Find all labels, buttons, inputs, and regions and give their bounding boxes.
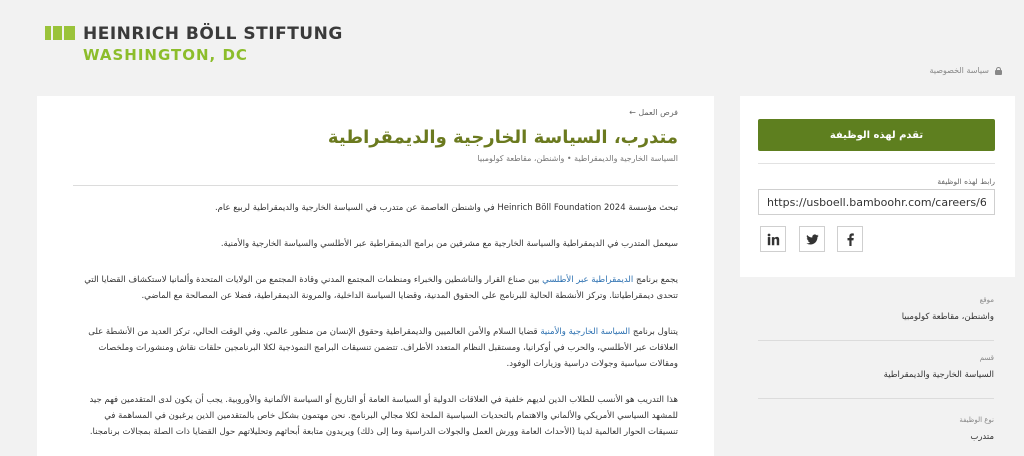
twitter-icon [806,233,819,246]
apply-card [740,96,1015,277]
job-description-card [37,96,714,456]
paragraph-requirements: هذا التدريب هو الأنسب للطلاب الذين لديهم خلفية في العلاقات الدولية أو السياسة العامة أو التاريخ أو السياسة الألمانية والأوروبية. يجب أن يكون لدى المتقدمين فهم جيد للمشهد السياسي الأمريكي والألماني والاهتمام بالتحديات السياسية الملحة لكلا مجالي البرنامج. نحن مهتمون بشكل خاص بالمتقدمين الذين يرغبون في المساهمة في تنسيقات الحوار العالمية لدينا (الأحداث العامة وورش العمل والجولات الدراسية وما إلى ذلك) ويريدون متابعة أبحاثهم وتحليلاتهم حول القضايا ذات الصلة بمجالات برنامجنا. [89,395,678,437]
linkedin-share-button[interactable] [760,226,786,252]
divider [758,340,994,341]
divider [758,163,995,164]
privacy-policy-link[interactable] [930,66,1002,75]
back-to-jobs-link[interactable] [73,108,678,117]
job-url-field[interactable] [758,189,995,215]
job-type-info [758,416,994,442]
back-label: فرص العمل [638,108,678,117]
paragraph-transatlantic [73,272,678,304]
facebook-share-button[interactable] [837,226,863,252]
logo-mark-icon [45,26,75,40]
job-title: متدرب، السياسة الخارجية والديمقراطية [327,127,678,148]
department-label: قسم [979,354,994,362]
divider [73,185,678,186]
divider [758,398,994,399]
location-info [758,296,994,322]
logo-wordmark: HEINRICH BÖLL STIFTUNG [83,24,343,44]
paragraph-foreign-policy [73,324,678,372]
paragraph-text: قضايا السلام والأمن العالميين والديمقراطية وحقوق الإنسان من منظور عالمي. وفي الوقت الحالي، تركز العديد من الأنشطة على العلاقات عبر الأطلسي، والحرب في أوكرانيا، ومستقبل النظام المتعدد الأطراف. تتضمن تنسيقات البرامج النموذجية لكلا البرنامجين حلقات نقاش ومنشورات وملخصات ومقالات سياسية وجولات دراسية وزيارات الوفود. [88,327,678,369]
paragraph-text: يجمع برنامج [635,275,678,285]
arrow-left-icon: ← [629,108,636,117]
job-type-value: متدرب [970,432,994,442]
department-info [758,354,994,380]
logo-office-name: WASHINGTON, DC [83,46,248,64]
linkedin-icon [767,233,780,246]
facebook-icon [844,233,857,246]
apply-button[interactable]: تقدم لهذه الوظيفة [758,119,995,151]
job-meta: السياسة الخارجية والديمقراطية • واشنطن، مقاطعة كولومبيا [477,154,678,163]
paragraph-intro: تبحث مؤسسة Heinrich Böll Foundation 2024 في واشنطن العاصمة عن متدرب في السياسة الخارجية والديمقراطية لربيع عام. [214,203,678,213]
paragraph-text: يتناول برنامج [632,327,678,337]
lock-icon [995,67,1002,75]
foreign-security-policy-link[interactable]: السياسة الخارجية والأمنية [540,327,631,337]
job-type-label: نوع الوظيفة [959,416,994,424]
department-value: السياسة الخارجية والديمقراطية [883,370,994,380]
privacy-policy-label: سياسة الخصوصية [929,66,989,75]
twitter-share-button[interactable] [799,226,825,252]
paragraph-supervisors: سيعمل المتدرب في الديمقراطية والسياسة الخارجية مع مشرفين من برامج الديمقراطية عبر الأطلسي والسياسة الخارجية والأمنية. [220,239,678,249]
location-label: موقع [979,296,994,304]
transatlantic-democracy-link[interactable]: الديمقراطية عبر الأطلسي [542,275,634,285]
job-link-label: رابط لهذه الوظيفة [937,177,995,186]
location-value: واشنطن، مقاطعة كولومبيا [901,312,994,322]
paragraph-text: بين صناع القرار والناشطين والخبراء ومنظمات المجتمع المدني وقادة المجتمع من الولايات المتحدة وألمانيا لاستكشاف القضايا التي تتحدى ديمقراطياتنا. وتركز الأنشطة الحالية للبرنامج على الحقوق المدنية، وقضايا السياسة الداخلية، والمرونة الديمقراطية، فضلا عن المصالحة مع الماضي. [84,275,678,301]
